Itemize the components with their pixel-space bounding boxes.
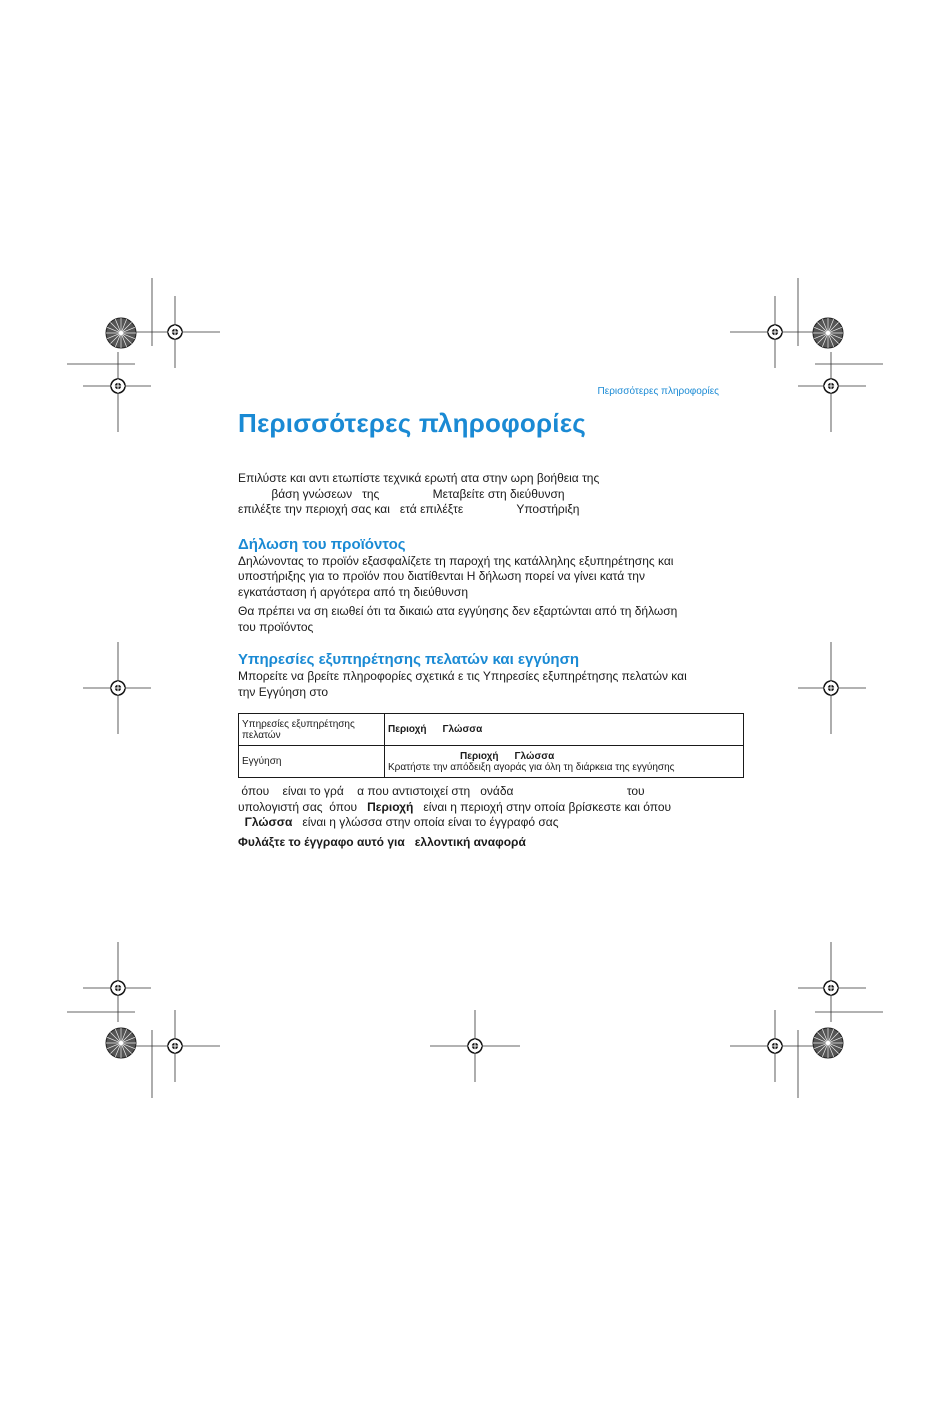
text-fragment: υπολογιστή σας όπου [238, 799, 368, 814]
text-line: όπου είναι το γρά α που αντιστοιχεί στη ονάδα του [238, 784, 645, 798]
table-cell-link [385, 746, 744, 778]
language-term: Γλώσσα [244, 815, 293, 829]
keep-document-note: Φυλάξτε το έγγραφο αυτό για ελλοντική αναφορά [238, 834, 526, 849]
intro-line: Επιλύστε και αντι ετωπίστε τεχνικά ερωτή ατα στην ωρη βοήθεια της [238, 471, 600, 485]
table-cell-label: Εγγύηση [239, 746, 385, 778]
intro-line: βάση γνώσεων της Μεταβείτε στη διεύθυνση [238, 486, 565, 501]
text-line [238, 815, 744, 831]
receipt-note: Κρατήστε την απόδειξη αγοράς για όλη τη διάρκεια της εγγύησης [388, 761, 675, 773]
intro-line: επιλέξτε την περιοχή σας και ετά επιλέξτε Υποστήριξη [238, 502, 580, 516]
support-paragraph [238, 669, 744, 700]
warranty-note-paragraph [238, 604, 744, 635]
text-line: υποστήριξης για το προϊόν που διατίθενται Η δήλωση πορεί να γίνει κατά την [238, 569, 645, 583]
language-placeholder: Γλώσσα [442, 724, 483, 735]
text-line: Θα πρέπει να ση ειωθεί ότι τα δικαιώ ατα εγγύησης δεν εξαρτώνται από τη δήλωση [238, 604, 678, 618]
table-cell-label: Υπηρεσίες εξυπηρέτησης πελατών [239, 714, 385, 746]
region-placeholder: Περιοχή [388, 724, 427, 735]
explanation-paragraph [238, 784, 744, 831]
registration-paragraph [238, 554, 744, 601]
table-row [239, 746, 744, 778]
text-line: Δηλώνοντας το προϊόν εξασφαλίζετε τη παροχή της κατάλληλης εξυπηρέτησης και [238, 553, 674, 568]
text-line: του προϊόντος [238, 619, 314, 634]
region-term: Περιοχή [367, 799, 414, 814]
support-table [238, 713, 744, 778]
running-head: Περισσότερες πληροφορίες [597, 386, 719, 397]
text-line: εγκατάσταση ή αργότερα από τη διεύθυνση [238, 584, 468, 599]
section-heading-registration: Δήλωση του προϊόντος [238, 535, 406, 553]
intro-paragraph [238, 471, 744, 518]
text-fragment: είναι η γλώσσα στην οποία είναι το έγγραφό σας [292, 815, 559, 829]
text-line [238, 800, 744, 816]
region-placeholder: Περιοχή [460, 750, 499, 762]
text-line: την Εγγύηση στο [238, 684, 329, 699]
table-row [239, 714, 744, 746]
text-line: Μπορείτε να βρείτε πληροφορίες σχετικά ε τις Υπηρεσίες εξυπηρέτησης πελατών και [238, 669, 687, 683]
page-body [238, 471, 744, 850]
section-heading-support: Υπηρεσίες εξυπηρέτησης πελατών και εγγύηση [238, 651, 580, 668]
text-fragment: είναι η περιοχή στην οποία βρίσκεστε και όπου [413, 799, 672, 814]
language-placeholder: Γλώσσα [514, 750, 555, 762]
table-cell-link [385, 714, 744, 746]
page-title: Περισσότερες πληροφορίες [238, 408, 586, 438]
